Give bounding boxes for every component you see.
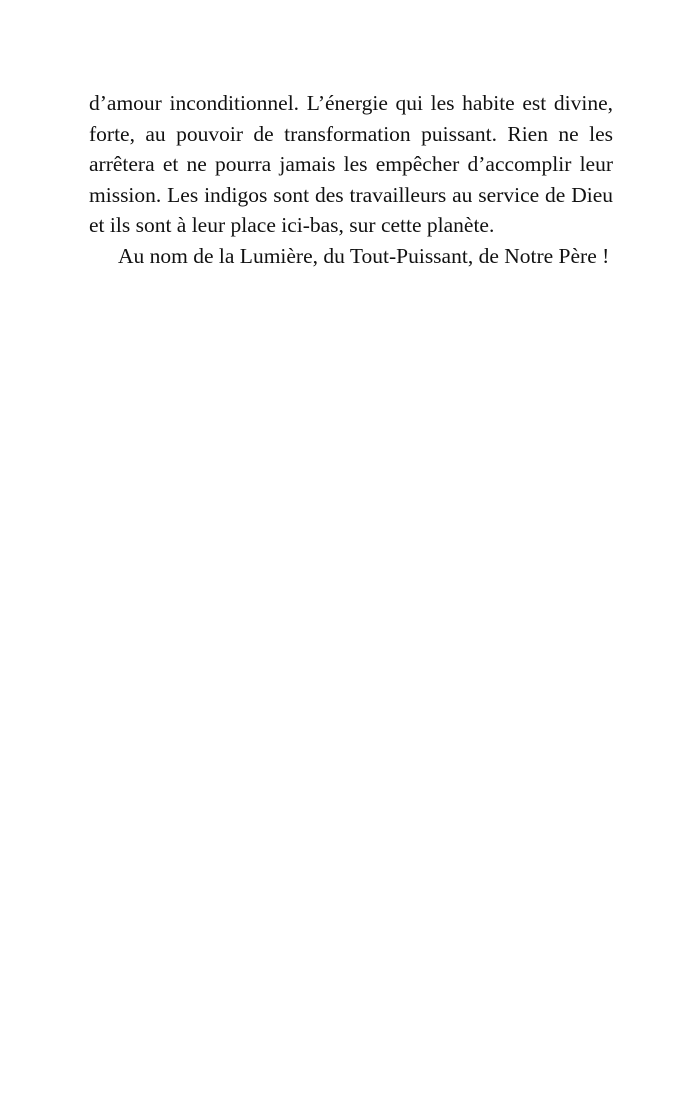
paragraph-invocation: Au nom de la Lumière, du Tout-Puissant, de Notre Père ! [118, 243, 610, 268]
body-text [89, 88, 613, 272]
paragraph-continuation: d’amour inconditionnel. L’énergie qui les habite est divine, forte, au pouvoir de transformation puissant. Rien ne les arrêtera et ne pourra jamais les empêcher d’accomplir leur mission. Les indigos sont des travailleurs au service de Dieu et ils sont à leur place ici-bas, sur cette planète. [89, 91, 613, 238]
